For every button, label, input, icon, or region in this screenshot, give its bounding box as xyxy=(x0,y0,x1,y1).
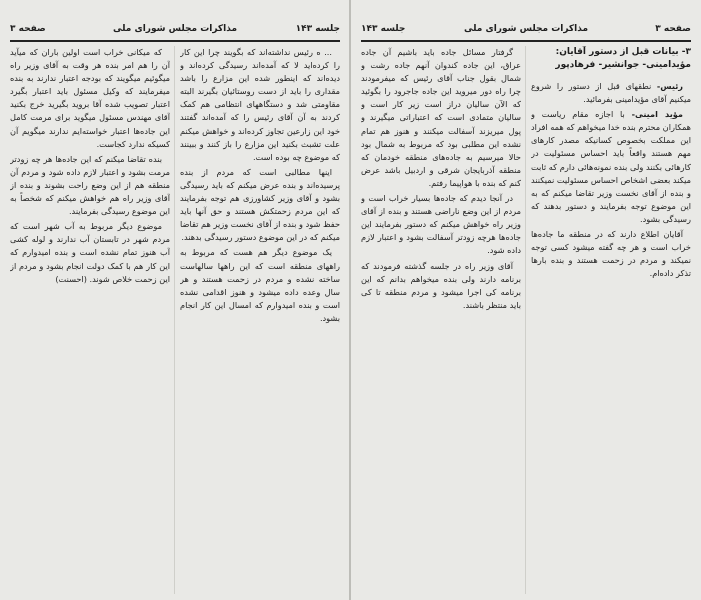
speaker-name: مؤید امینی- xyxy=(631,109,683,120)
paragraph: که میکانی خراب است اولین باران که میآید آن را هم امر بنده هر وقت به آقای وزیر راه میگوئیم میگویند که بودجه اعتبار ندارند به بنده میفرمایند که وکیل مسئول باید اعتبار بگیرد اعتبار تصویب شده آقا بروید بگیرید خرج بکنید آقای مهندس مسئول میگوید برای مرمت کامل این جاده‌ها اعتبار خواسته‌ایم ندارند میگویم آن کسیکه ندارد کجاست. xyxy=(10,47,170,149)
header-rule xyxy=(10,40,340,42)
publication-title: مذاکرات مجلس شورای ملی xyxy=(112,24,238,34)
paragraph: موضوع دیگر مربوط به آب شهر است که مردم شهر در تابستان آب ندارند و لوله کشی آب هنوز تمام نشده است و بنده امیدوارم که این کار هم با کمک دولت انجام بشود و مردم از این زحمت خلاص شوند. (احسنت) xyxy=(10,221,170,284)
text-column-right xyxy=(531,46,691,594)
page-header xyxy=(10,24,340,38)
text-column-left xyxy=(10,46,170,594)
column-divider xyxy=(525,46,526,594)
paragraph xyxy=(531,108,691,226)
paragraph xyxy=(531,228,691,280)
paragraph: در آنجا دیدم که جاده‌ها بسیار خراب است و مردم از این وضع ناراضی هستند و بنده از آقای وزیر راه خواهش میکنم که دستور بفرمایند این جاده‌ها هرچه زودتر آسفالت بشود و اعتبار لازم داده شود. xyxy=(361,193,521,256)
speech-text: نطقهای قبل از دستور را شروع میکنیم آقای مؤیدامینی بفرمائید. xyxy=(531,81,691,105)
speech-text: با اجازه مقام ریاست و همکاران محترم بنده خدا میخواهم که همه افراد این مملکت بخصوص کسانیکه مصدر کارهای مهم هستند واقعاً باید احساس مسئولیت در کارهائی بکنند ولی بنده نمونه‌هائی دارم که ثابت میکند بعضی اشخاص احساس مسئولیت نمیکنند و بنده از آقای نخست وزیر تقاضا میکنم که به این موضوع توجه بفرمایند و دستور بدهند که رسیدگی بشود. xyxy=(531,109,691,224)
section-heading: ۳- بیانات قبل از دستور آقایان: مؤیدامینی- جوانشیر- فرهادپور xyxy=(555,47,691,70)
publication-title: مذاکرات مجلس شورای ملی xyxy=(463,24,589,34)
text-column-left xyxy=(361,46,521,594)
paragraph: ... ه رئیس نداشته‌اند که بگویند چرا این کار را کرده‌اید لا که آمده‌اند رسیدگی کرده‌اند و دیده‌اند که اینطور شده این مزارع را باشد مقداری را باید از دست روستائیان بگیرند البته مقاومتی شد و دستگاههای انتظامی هم کمک کردند به آن آقای رئیس را که آمده‌اند گفتند خود این زارعین تجاوز کرده‌اند و خواهش میکنم علت تشبث بکنید این مزارع را باز کنند و ببینند که موضوع چه بوده است. xyxy=(180,47,340,162)
page-number: صفحه ۳ xyxy=(655,24,691,34)
column-divider xyxy=(174,46,175,594)
session-number: جلسه ۱۴۳ xyxy=(295,24,340,34)
page-number: صفحه ۳ xyxy=(10,24,46,34)
paragraph: گرفتار مسائل جاده باید باشیم آن جاده عراق، این جاده کندوان آنهم جاده رشت و شمال بقول جناب آقای رئیس که میفرمودند چرا راه دور میروید این جاده جاجرود را بگوئید که الآن سالیان دراز است زیر کار است و سالیان متمادی است که اعتباراتی میگیرند و پول میریزند آسفالت میکنند و هنوز هم تمام نشده این مطلبی بود که مربوط به شمال بود حالا میرسیم به جاده‌های منطقه خودمان که منطقه آذربایجان شرقی و اردبیل باشد عرض کنم که بنده با هواپیما رفتم. xyxy=(361,47,521,188)
session-number: جلسه ۱۴۳ xyxy=(361,24,406,34)
text-column-right xyxy=(180,46,340,594)
paragraph: یک موضوع دیگر هم هست که مربوط به راههای منطقه است که این راهها سالهاست ساخته نشده و مردم در زحمت هستند و هر سال وعده داده میشود و هنوز اقدامی نشده است و بنده امیدوارم که امسال این کار انجام بشود. xyxy=(180,247,340,323)
paragraph: اینها مطالبی است که مردم از بنده پرسیده‌اند و بنده عرض میکنم که باید رسیدگی بشود و آقای وزیر کشاورزی هم توجه بفرمایند که این مردم زحمتکش هستند و حق آنها باید حفظ شود و بنده از آقای نخست وزیر هم تقاضا میکنم که در این موضوع دستور رسیدگی بدهند. xyxy=(180,166,340,243)
speaker-name: رئیس- xyxy=(656,81,683,91)
left-page xyxy=(0,0,350,600)
paragraph: بنده تقاضا میکنم که این جاده‌ها هر چه زودتر مرمت بشود و اعتبار لازم داده شود و مردم آن منطقه هم از این وضع راحت بشوند و بنده از آقای وزیر راه هم خواهش میکنم که شخصاً به این موضوع رسیدگی بفرمایند. xyxy=(10,153,170,217)
paragraph xyxy=(531,80,691,106)
page-header xyxy=(361,24,691,38)
speech-text: آقایان اطلاع دارند که در منطقه ما جاده‌ها خراب است و هر چه گفته میشود کسی توجه نمیکند و مردم در زحمت هستند و بنده بارها تذکر داده‌ام. xyxy=(531,229,691,279)
paragraph: آقای وزیر راه در جلسه گذشته فرمودند که برنامه دارند ولی بنده میخواهم بدانم که این برنامه کی اجرا میشود و مردم منطقه تا کی باید منتظر باشند. xyxy=(361,260,521,310)
header-rule xyxy=(361,40,691,42)
right-page xyxy=(351,0,701,600)
